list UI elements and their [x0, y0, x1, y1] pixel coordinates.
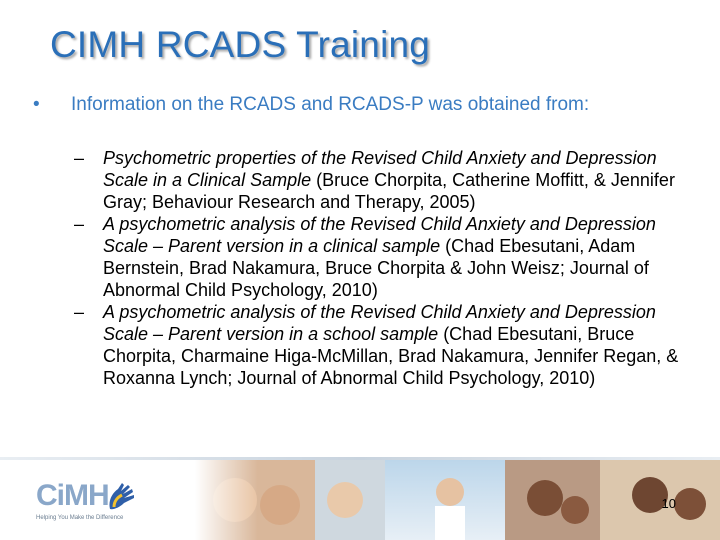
- logo-tagline: Helping You Make the Difference: [36, 515, 124, 521]
- reference-citation: (Chad Ebesutani, Bruce Chorpita, Charmaine Higa-McMillan, Brad Nakamura, Jennifer Regan, & Roxanna Lynch; Journal of Abnormal Child Psychology, 2010): [103, 324, 679, 388]
- reference-item: [74, 301, 684, 389]
- reference-citation: (Bruce Chorpita, Catherine Moffitt, & Jennifer Gray; Behaviour Research and Therapy, 2005): [103, 170, 675, 212]
- reference-title: A psychometric analysis of the Revised Child Anxiety and Depression Scale – Parent version in a school sample: [103, 302, 656, 344]
- bullet-text: Information on the RCADS and RCADS-P was obtained from:: [71, 94, 590, 115]
- logo-wordmark: CiMH: [36, 479, 109, 512]
- reference-list: [74, 147, 684, 389]
- dash-marker: –: [74, 302, 85, 322]
- dash-marker: –: [74, 148, 85, 168]
- footer: [0, 457, 720, 540]
- reference-item: [74, 213, 684, 301]
- family-photo-collage: [195, 460, 720, 540]
- bullet-point: [33, 94, 673, 116]
- dash-marker: –: [74, 214, 85, 234]
- hand-logo-icon: [104, 479, 138, 513]
- reference-citation: (Chad Ebesutani, Adam Bernstein, Brad Nakamura, Bruce Chorpita & John Weisz; Journal of Abnormal Child Psychology, 2010): [103, 236, 649, 300]
- reference-item: [74, 147, 684, 213]
- reference-title: Psychometric properties of the Revised Child Anxiety and Depression Scale in a Clinical Sample: [103, 148, 657, 190]
- cimh-logo: [30, 477, 150, 532]
- bullet-marker: •: [33, 94, 40, 115]
- slide-title: CIMH RCADS Training: [50, 24, 431, 65]
- reference-title: A psychometric analysis of the Revised Child Anxiety and Depression Scale – Parent version in a clinical sample: [103, 214, 656, 256]
- page-number: 10: [661, 496, 676, 511]
